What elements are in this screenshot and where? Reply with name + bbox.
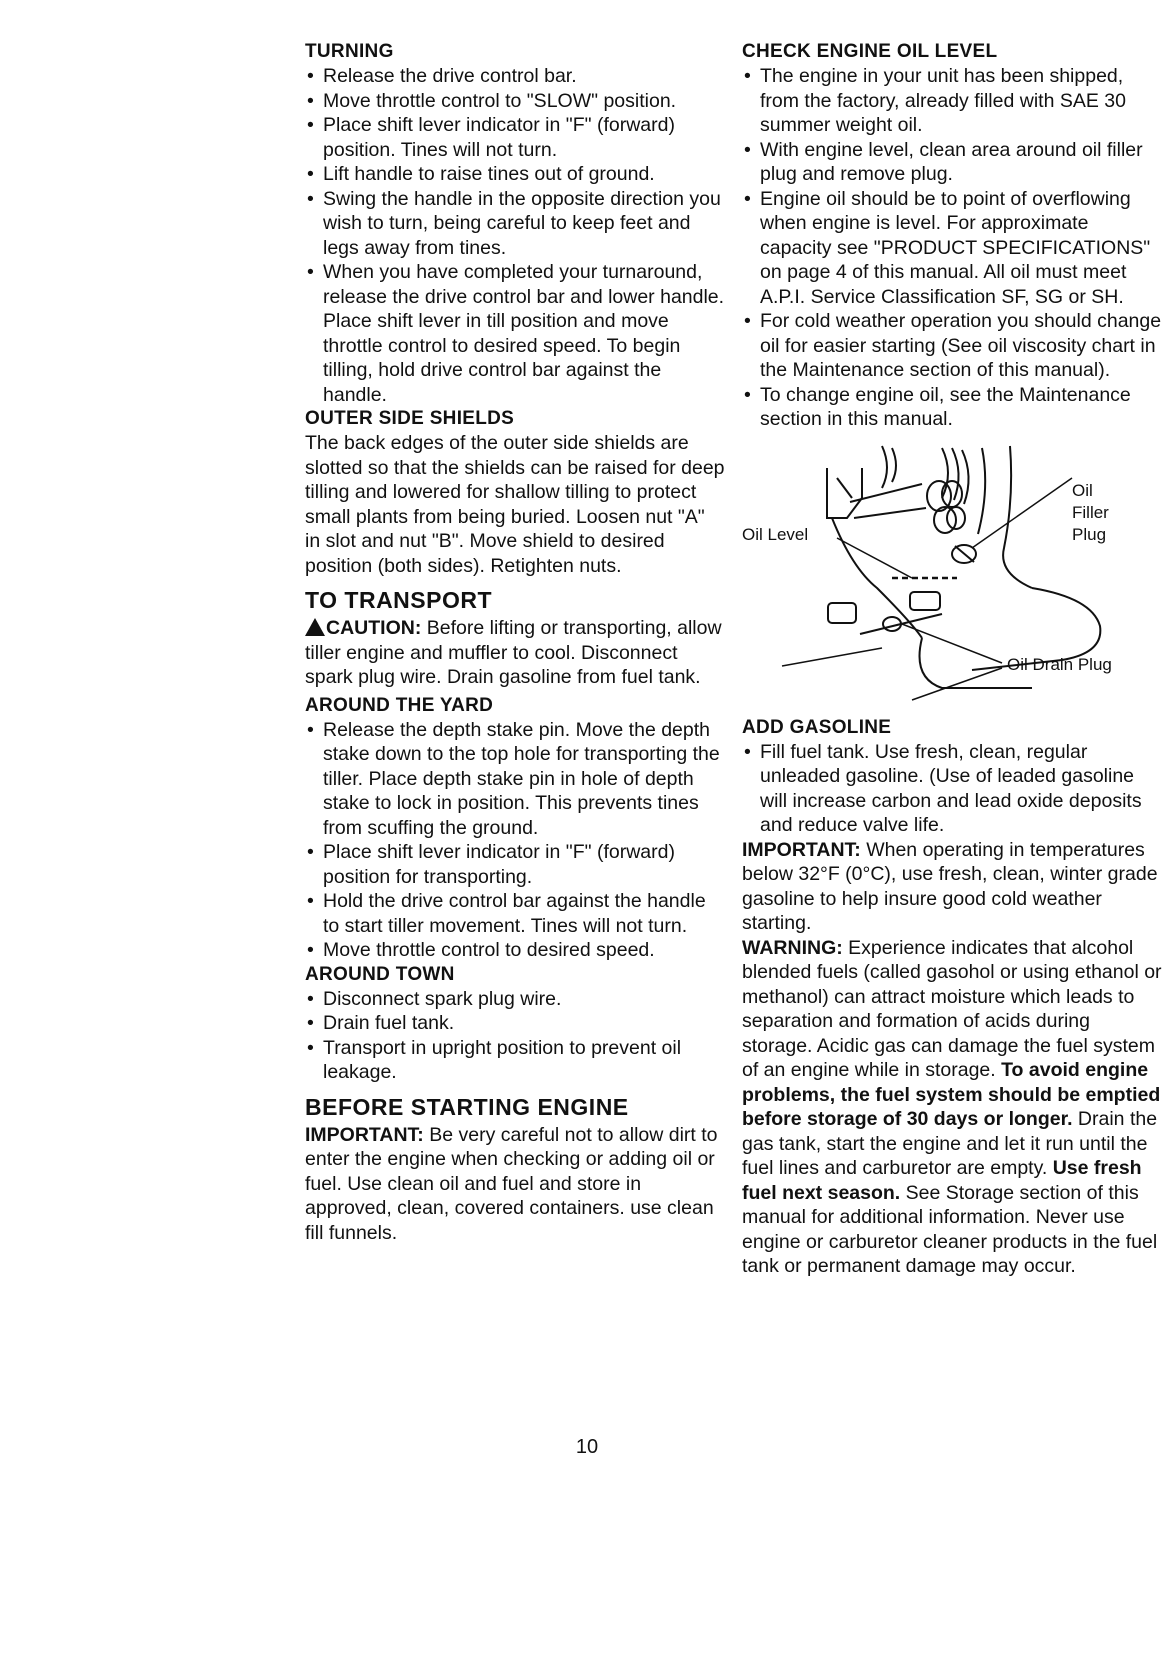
list-item: • Move throttle control to "SLOW" position.	[305, 89, 725, 114]
turning-heading: TURNING	[305, 41, 394, 62]
list-item: • The engine in your unit has been shipped, from the factory, already filled with SAE 30 summer weight oil.	[742, 64, 1162, 138]
warning-triangle-icon	[305, 618, 325, 636]
warning-label: WARNING:	[742, 936, 843, 959]
around-town-heading: AROUND TOWN	[305, 963, 455, 985]
outer-side-shields-heading: OUTER SIDE SHIELDS	[305, 408, 515, 429]
warning-bold-text: To avoid engine problems, the fuel system should be emptied before storage of 30 days or longer.	[742, 1059, 1161, 1130]
gasoline-warning-paragraph	[742, 936, 1162, 1279]
important-label: IMPORTANT:	[305, 1123, 424, 1146]
warning-text: See Storage section of this manual for additional information. Never use engine or carburetor cleaner products in the fuel tank or permanent damage may occur.	[742, 1181, 1158, 1277]
add-gasoline-heading: ADD GASOLINE	[742, 716, 892, 738]
to-transport-heading: TO TRANSPORT	[305, 587, 493, 613]
around-town-list	[305, 987, 725, 1085]
oil-diagram	[742, 438, 1142, 708]
list-item: • Drain fuel tank.	[305, 1011, 725, 1036]
list-item: • For cold weather operation you should change oil for easier starting (See oil viscosity chart in the Maintenance section of this manual).	[742, 309, 1162, 383]
check-oil-list	[742, 64, 1162, 432]
check-oil-heading: CHECK ENGINE OIL LEVEL	[742, 41, 998, 62]
before-starting-paragraph	[305, 1123, 725, 1246]
list-item: • Release the depth stake pin. Move the depth stake down to the top hole for transporting the tiller. Place depth stake pin in hole of depth stake to lock in position. This prevents tines from scuffing the ground.	[305, 718, 725, 841]
list-item: • Swing the handle in the opposite direction you wish to turn, being careful to keep feet and legs away from tines.	[305, 187, 725, 261]
list-item: • To change engine oil, see the Maintenance section in this manual.	[742, 383, 1162, 432]
list-item: • Fill fuel tank. Use fresh, clean, regular unleaded gasoline. (Use of leaded gasoline will increase carbon and lead oxide deposits and reduce valve life.	[742, 740, 1162, 838]
list-item: • Disconnect spark plug wire.	[305, 987, 725, 1012]
list-item: • Lift handle to raise tines out of ground.	[305, 162, 725, 187]
gasoline-important-paragraph	[742, 838, 1162, 936]
list-item: • Place shift lever indicator in "F" (forward) position for transporting.	[305, 840, 725, 889]
warning-text: Drain the gas tank, start the engine and let it run until the fuel lines and carburetor are empty.	[742, 1108, 1158, 1179]
around-the-yard-list	[305, 718, 725, 963]
before-starting-heading: BEFORE STARTING ENGINE	[305, 1093, 629, 1120]
turning-list	[305, 64, 725, 407]
list-item: • Place shift lever indicator in "F" (forward) position. Tines will not turn.	[305, 113, 725, 162]
oil-drain-plug-label: Oil Drain Plug	[1007, 654, 1112, 674]
page-number: 10	[575, 1436, 599, 1458]
list-item: • Hold the drive control bar against the handle to start tiller movement. Tines will not turn.	[305, 889, 725, 938]
caution-paragraph	[305, 616, 725, 690]
list-item: • Move throttle control to desired speed.	[305, 938, 725, 963]
list-item: • With engine level, clean area around oil filler plug and remove plug.	[742, 138, 1162, 187]
left-column	[305, 40, 725, 1245]
important-text: When operating in temperatures below 32°F (0°C), use fresh, clean, winter grade gasoline to help insure good cold weather starting.	[742, 838, 1158, 934]
filler-label: Filler	[1072, 502, 1109, 522]
important-label: IMPORTANT:	[742, 838, 861, 861]
important-text: Be very careful not to allow dirt to enter the engine when checking or adding oil or fuel. Use clean oil and fuel and store in approved, clean, covered containers. use clean fill funnels.	[305, 1123, 718, 1244]
add-gasoline-list	[742, 740, 1162, 838]
right-column	[742, 40, 1162, 1279]
list-item: • When you have completed your turnaround, release the drive control bar and lower handle. Place shift lever in till position and move throttle control to desired speed. To begin tilling, hold drive control bar against the handle.	[305, 260, 725, 407]
caution-label: CAUTION:	[326, 617, 422, 639]
warning-bold-text: Use fresh fuel next season.	[742, 1157, 1142, 1204]
warning-text: Experience indicates that alcohol blended fuels (called gasohol or using ethanol or methanol) can attract moisture which leads to separation and formation of acids during storage. Acidic gas can damage the fuel system of an engine while in storage.	[742, 936, 1162, 1081]
around-the-yard-heading: AROUND THE YARD	[305, 694, 494, 716]
oil-label: Oil	[1072, 480, 1093, 500]
plug-label: Plug	[1072, 524, 1107, 544]
list-item: • Transport in upright position to prevent oil leakage.	[305, 1036, 725, 1085]
list-item: • Release the drive control bar.	[305, 64, 725, 89]
list-item: • Engine oil should be to point of overflowing when engine is level. For approximate capacity see "PRODUCT SPECIFICATIONS" on page 4 of this manual. All oil must meet A.P.I. Service Classification SF, SG or SH.	[742, 187, 1162, 310]
oil-level-label: Oil Level	[742, 524, 809, 544]
caution-text: Before lifting or transporting, allow tiller engine and muffler to cool. Disconnect spark plug wire. Drain gasoline from fuel tank.	[305, 617, 722, 688]
outer-side-shields-text: The back edges of the outer side shields are slotted so that the shields can be raised for deep tilling and lowered for shallow tilling to protect small plants from being buried. Loosen nut "A" in slot and nut "B". Move shield to desired position (both sides). Retighten nuts.	[305, 432, 725, 577]
